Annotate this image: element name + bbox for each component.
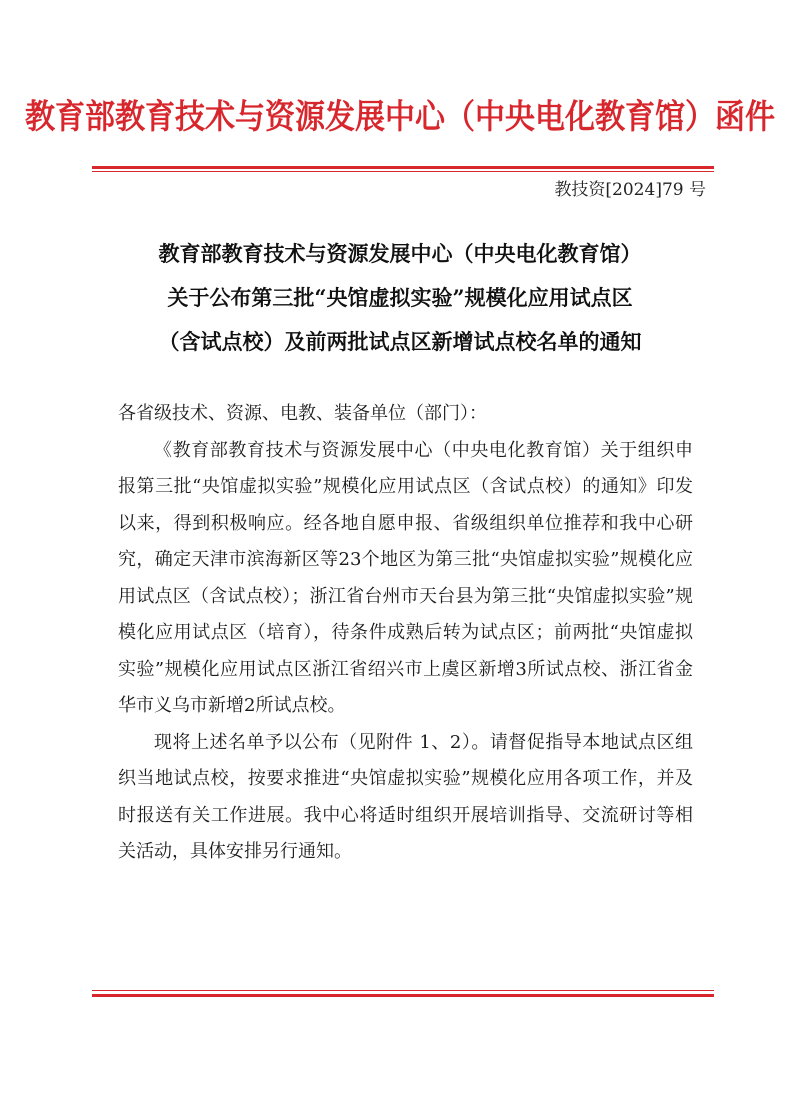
- letterhead-rule-top-thin: [92, 171, 714, 172]
- body-paragraph-1: 《教育部教育技术与资源发展中心（中央电化教育馆）关于组织申报第三批“央馆虚拟实验”规模化应用试点区（含试点校）的通知》印发以来，得到积极响应。经各地自愿申报、省级组织单位推荐和我中心研究，确定天津市滨海新区等23个地区为第三批“央馆虚拟实验”规模化应用试点区（含试点校）；浙江省台州市天台县为第三批“央馆虚拟实验”规模化应用试点区（培育），待条件成熟后转为试点区；前两批“央馆虚拟实验”规模化应用试点区浙江省绍兴市上虞区新增3所试点校、浙江省金华市义乌市新增2所试点校。: [118, 439, 693, 716]
- notice-body: [118, 396, 693, 871]
- letterhead-rule-top: [92, 166, 714, 169]
- notice-title: [100, 232, 700, 364]
- letterhead-title: 教育部教育技术与资源发展中心（中央电化教育馆）函件: [25, 97, 775, 138]
- salutation: 各省级技术、资源、电教、装备单位（部门）：: [118, 403, 487, 424]
- notice-title-line-3: （含试点校）及前两批试点区新增试点校名单的通知: [158, 329, 642, 354]
- notice-title-line-2: 关于公布第三批“央馆虚拟实验”规模化应用试点区: [167, 285, 633, 310]
- footer-rule-thick: [92, 994, 714, 997]
- notice-title-line-1: 教育部教育技术与资源发展中心（中央电化教育馆）: [158, 241, 642, 266]
- document-number: 教技资[2024]79 号: [554, 180, 706, 200]
- footer-rule-thin: [92, 990, 714, 991]
- body-paragraph-2: 现将上述名单予以公布（见附件 1、2）。请督促指导本地试点区组织当地试点校，按要求推进“央馆虚拟实验”规模化应用各项工作，并及时报送有关工作进展。我中心将适时组织开展培训指导、交流研讨等相关活动，具体安排另行通知。: [118, 731, 693, 862]
